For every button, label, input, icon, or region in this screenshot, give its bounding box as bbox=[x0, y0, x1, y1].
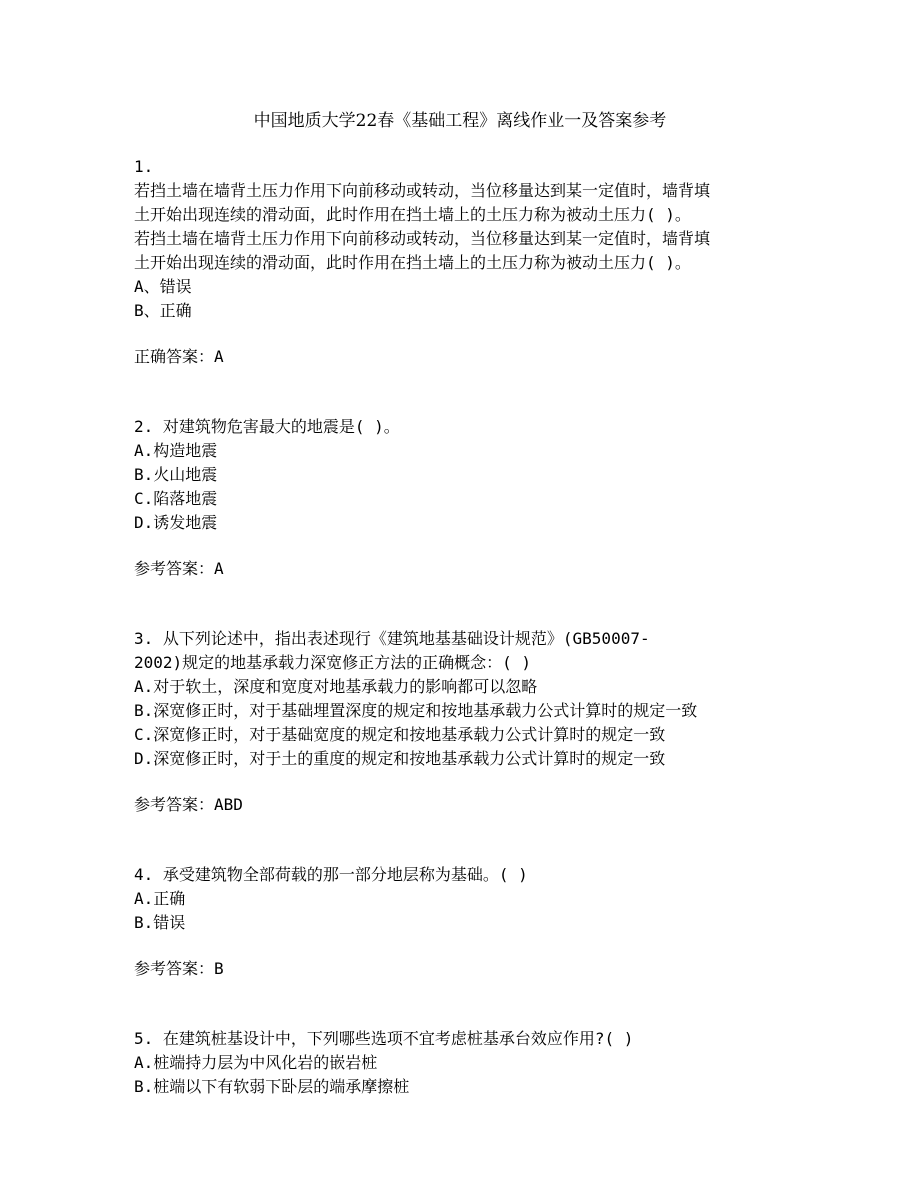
option-b: B.火山地震 bbox=[134, 465, 218, 484]
question-text: 土开始出现连续的滑动面，此时作用在挡土墙上的土压力称为被动土压力( )。 bbox=[134, 253, 691, 272]
answer-text: 参考答案：A bbox=[134, 559, 224, 578]
question-text: 3. 从下列论述中，指出表述现行《建筑地基基础设计规范》(GB50007- bbox=[134, 629, 650, 648]
question-1 bbox=[134, 155, 794, 369]
option-a: A.正确 bbox=[134, 889, 186, 908]
option-b: B、正确 bbox=[134, 301, 192, 320]
answer-text: 参考答案：B bbox=[134, 959, 224, 978]
option-a: A、错误 bbox=[134, 277, 192, 296]
document-title: 中国地质大学22春《基础工程》离线作业一及答案参考 bbox=[253, 111, 667, 131]
option-c: C.深宽修正时，对于基础宽度的规定和按地基承载力公式计算时的规定一致 bbox=[134, 725, 666, 744]
option-d: D.深宽修正时，对于土的重度的规定和按地基承载力公式计算时的规定一致 bbox=[134, 749, 666, 768]
question-text: 土开始出现连续的滑动面，此时作用在挡土墙上的土压力称为被动土压力( )。 bbox=[134, 205, 691, 224]
option-a: A.桩端持力层为中风化岩的嵌岩桩 bbox=[134, 1053, 378, 1072]
answer-text: 参考答案：ABD bbox=[134, 795, 243, 814]
question-text: 2002)规定的地基承载力深宽修正方法的正确概念：( ) bbox=[134, 653, 532, 672]
question-number: 1. bbox=[134, 157, 154, 176]
option-a: A.对于软土，深度和宽度对地基承载力的影响都可以忽略 bbox=[134, 677, 538, 696]
question-text: 若挡土墙在墙背土压力作用下向前移动或转动，当位移量达到某一定值时，墙背填 bbox=[134, 229, 711, 248]
answer-text: 正确答案：A bbox=[134, 347, 224, 366]
question-2 bbox=[134, 415, 794, 581]
question-5 bbox=[134, 1027, 794, 1099]
option-c: C.陷落地震 bbox=[134, 489, 218, 508]
question-list bbox=[134, 155, 794, 1099]
question-text: 5. 在建筑桩基设计中，下列哪些选项不宜考虑桩基承台效应作用?( ) bbox=[134, 1029, 634, 1048]
option-b: B.深宽修正时，对于基础埋置深度的规定和按地基承载力公式计算时的规定一致 bbox=[134, 701, 698, 720]
question-4 bbox=[134, 863, 794, 981]
option-a: A.构造地震 bbox=[134, 441, 218, 460]
option-d: D.诱发地震 bbox=[134, 513, 218, 532]
option-b: B.桩端以下有软弱下卧层的端承摩擦桩 bbox=[134, 1077, 410, 1096]
question-text: 2. 对建筑物危害最大的地震是( )。 bbox=[134, 417, 400, 436]
option-b: B.错误 bbox=[134, 913, 186, 932]
question-3 bbox=[134, 627, 794, 817]
question-text: 4. 承受建筑物全部荷载的那一部分地层称为基础。( ) bbox=[134, 865, 528, 884]
question-text: 若挡土墙在墙背土压力作用下向前移动或转动，当位移量达到某一定值时，墙背填 bbox=[134, 181, 711, 200]
